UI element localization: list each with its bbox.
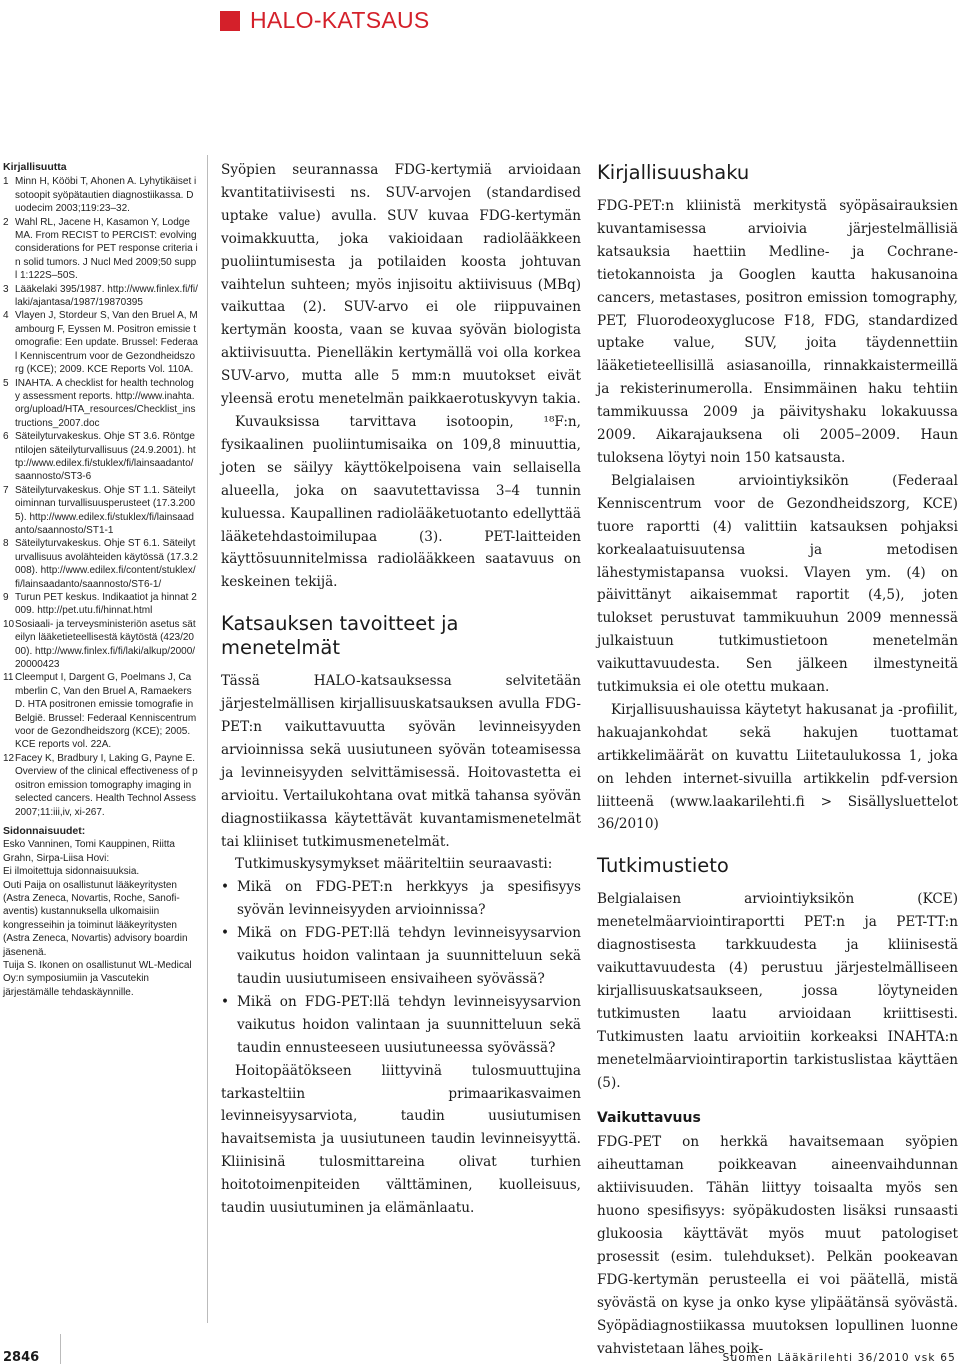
paragraph: FDG-PET on herkkä havaitsemaan syöpien aiheuttaman poikkeavan aineenvaihdunnan aktiivisuuden. Tähän liittyy toisaalta myös sen huono spesifisyys: syöpäkudosten lisäksi runsaasti glukoosia käyttävät myös muut patologiset prosessit (esim. tulehdukset). Pelkän pookeavan FDG-kertymän perusteella ei voi päätellä, mistä syövästä on kyse ja onko kyse ylipäätänsä syövästä. Syöpädiagnostiikassa muutoksen lopullinen luonne vahvistetaan lähes poik- <box>597 1134 958 1357</box>
reference-text: Säteilyturvakeskus. Ohje ST 3.6. Röntgentilojen säteilyturvallisuus (24.9.2001). http://www.edilex.fi/stuklex/fi/lainsaadanto/saannosto/ST3-6 <box>15 431 196 483</box>
subsection-heading: Vaikuttavuus <box>597 1109 701 1126</box>
article-column-right <box>597 159 958 1361</box>
disclosure-line: Outi Paija on osallistunut lääkeyritysten (Astra Zeneca, Novartis, Roche, Sanofi-aventis) kustannuksella ulkomaisiin kongresseihin ja toiminut lääkeyritysten (Astra Zeneca, Novartis) advisory boardin jäsenenä. <box>3 879 188 958</box>
reference-number: 6 <box>3 431 9 443</box>
reference-number: 12 <box>3 752 15 764</box>
footer-divider <box>60 1334 61 1364</box>
paragraph: Kirjallisuushauissa käytetyt hakusanat ja -profiilit, hakuajankohdat sekä hakujen tuottamat artikkelimäärät on kuvattu Liitetaulukossa 1, joka on lehden internet-sivuilla artikkelin pdf-version liitteenä (www.laakarilehti.fi > Sisällysluettelot 36/2010) <box>597 701 958 833</box>
page-number: 2846 <box>3 1350 40 1365</box>
reference-text: Facey K, Bradbury I, Laking G, Payne E. Overview of the clinical effectiveness of positron emission tomography imaging in selected cancers. Health Technol Assess 2007;11:iii,iv, xi-267. <box>15 752 198 818</box>
section-heading: Tutkimustieto <box>597 854 729 878</box>
reference-item <box>3 591 198 618</box>
list-item: • Mikä on FDG-PET:llä tehdyn levinneisyysarvion vaikutus hoidon valintaan ja suunnitteluun sekä taudin ennusteeseen uusiutuneessa syövässä? <box>221 991 581 1060</box>
disclosure-line: Tuija S. Ikonen on osallistunut WL-Medical Oy:n symposiumiin ja Vascutekin järjestämälle tehdaskäynnille. <box>3 959 192 998</box>
section-header <box>220 7 430 34</box>
reference-text: Wahl RL, Jacene H, Kasamon Y, Lodge MA. From RECIST to PERCIST: evolving considerations for PET response criteria in solid tumors. J Nucl Med 2009;50 suppl 1:122S–50S. <box>15 216 198 282</box>
paragraph: Belgialaisen arviointiyksikön (Federaal Kenniscentrum voor de Gezondheidszorg, KCE) tuore raportti (4) valittiin katsauksen pohjaksi korkealaatuisuutensa ja metodisen lähestymistapansa vuoksi. Vlayen ym. (4) on päivittänyt aikaisemmat raportit (4,5), joten tulokset perustuvat tammikuuhun 2009 mennessä julkaistuun tutkimustietoon menetelmän vaikuttavuudesta. Sen jälkeen ilmestyneitä tutkimuksia ei ole otettu mukaan. <box>597 472 958 696</box>
reference-text: Säteilyturvakeskus. Ohje ST 6.1. Säteilyturvallisuus avolähteiden käytössä (17.3.2008). http://www.edilex.fi/content/stuklex/fi/lainsaadanto/saannosto/ST6-1/ <box>15 538 198 590</box>
disclosure-line: Ei ilmoitettuja sidonnaisuuksia. <box>3 866 140 878</box>
paragraph: Tässä HALO-katsauksessa selvitetään järjestelmällisen kirjallisuuskatsauksen avulla FDG-PET:n vaikuttavuutta syövän levinneisyyden arvioinnissa sekä uusiutuneen syövän toteamisessa ja levinneisyyden selvittämisessä. Hoitovastetta ei arvioitu. Vertailukohtana ovat mitkä tahansa syövän diagnostiikassa käytettävät kuvantamismenetelmät tai kliiniset tutkimusmenetelmät. <box>221 673 581 850</box>
paragraph: Tutkimuskysymykset määriteltiin seuraavasti: <box>235 856 553 873</box>
list-item: • Mikä on FDG-PET:llä tehdyn levinneisyysarvion vaikutus hoidon valintaan ja suunnitteluun sekä taudin uusiutumiseen ensivaiheen syövässä? <box>221 922 581 991</box>
reference-text: Minn H, Kööbi T, Ahonen A. Lyhytikäiset isotoopit syöpätautien diagnostiikassa. Duodecim 2003;119:23–32. <box>15 176 197 215</box>
references-list <box>3 175 198 819</box>
list-item: • Mikä on FDG-PET:n herkkyys ja spesifisyys syövän levinneisyyden arvioinnissa? <box>221 876 581 922</box>
section-title: HALO-KATSAUS <box>250 7 430 33</box>
reference-item <box>3 752 198 819</box>
reference-item <box>3 309 198 376</box>
reference-text: Turun PET keskus. Indikaatiot ja hinnat 2009. http://pet.utu.fi/hinnat.html <box>15 592 197 617</box>
section-heading: Kirjallisuushaku <box>597 161 750 184</box>
paragraph: Belgialaisen arviointiyksikön (KCE) menetelmäarviointiraportti PET:n ja PET-TT:n diagnostisesta tarkkuudesta ja kliinisestä vaikuttavuudesta (4) perustuu järjestelmälliseen kirjallisuuskatsaukseen, jossa löytyneiden tutkimusten laatu arvioidaan kriittisesti. Tutkimusten laatu arvioitiin korkeaksi INAHTA:n menetelmäarviointiraportin tarkistuslistaa käyttäen (5). <box>597 891 958 1091</box>
reference-text: Cleemput I, Dargent G, Poelmans J, Camberlin C, Van den Bruel A, Ramaekers D. HTA positronen emissie tomografie in België. Brussel: Federaal Kenniscentrum voor de Gezondheidszorg (KCE); 2005. KCE reports vol. 22A. <box>15 672 197 751</box>
reference-item <box>3 430 198 484</box>
article-column-middle <box>221 159 581 1220</box>
reference-number: 1 <box>3 176 9 188</box>
reference-text: Lääkelaki 395/1987. http://www.finlex.fi/fi/laki/ajantasa/1987/19870395 <box>15 283 198 309</box>
reference-item <box>3 537 198 591</box>
reference-number: 7 <box>3 484 9 496</box>
references-column <box>3 161 198 999</box>
references-title: Kirjallisuutta <box>3 161 67 173</box>
research-questions-list <box>221 876 581 1059</box>
reference-number: 10 <box>3 618 15 630</box>
paragraph: Kuvauksissa tarvittava isotoopin, ¹⁸F:n, fysikaalinen puoliintumisaika on 109,8 minuuttia, joten se säilyy käyttökelpoisena vain sellaisella alueella, joka on saavutettavissa 3–4 tunnin kuluessa. Kaupallinen radiolääketuotanto edellyttää lääketehdastoimilupaa (3). PET-laitteiden käyttösuunnitelmissa radiolääkkeen saatavuus on keskeinen tekijä. <box>221 413 581 591</box>
column-divider <box>207 155 208 1323</box>
reference-item <box>3 377 198 431</box>
reference-text: INAHTA. A checklist for health technology assessment reports. http://www.inahta.org/upload/HTA_resources/Checklist_instructions_2007.doc <box>15 377 196 429</box>
disclosures-list <box>3 838 198 999</box>
reference-number: 3 <box>3 283 9 295</box>
reference-number: 11 <box>3 672 14 684</box>
paragraph: FDG-PET:n kliinistä merkitystä syöpäsairauksien kuvantamisessa arvioivia järjestelmällisiä katsauksia haettiin Medline- ja Cochrane-tietokannoista ja Googlen kautta hakusanoina cancers, metastases, positron emission tomography, PET, Fluorodeoxyglucose F18, FDG, standardized uptake value, SUV, joita täydennettiin lääketieteellisillä asiasanoilla, rinnakkaistermeillä ja rekisterinumerolla. Ensimmäinen haku tehtiin tammikuussa 2009 ja päivityshaku lokakuussa 2009. Aikarajauksena oli 2005–2009. Haun tuloksena löytyi noin 150 katsausta. <box>597 198 958 466</box>
reference-number: 4 <box>3 310 9 322</box>
reference-text: Säteilyturvakeskus. Ohje ST 1.1. Säteilytoiminnan turvallisuusperusteet (17.3.2005). http://www.edilex.fi/stuklex/fi/lainsaadanto/saannosto/ST1-1 <box>15 484 196 536</box>
journal-footer: Suomen Lääkärilehti 36/2010 vsk 65 <box>722 1352 956 1364</box>
reference-text: Vlayen J, Stordeur S, Van den Bruel A, Mambourg F, Eyssen M. Positron emissie tomografie: Een update. Brussel: Federaal Kenniscentrum voor de Gezondheidszorg (KCE); 2009. KCE Reports Vol. 110A. <box>15 310 198 376</box>
paragraph: Hoitopäätökseen liittyvinä tulosmuuttujina tarkasteltiin primaarikasvaimen levinneisyysarviota, taudin uusiutumisen havaitsemista ja uusiutuneen taudin levinneisyyttä. Kliinisinä tulosmittareina olivat turhien hoitotoimenpiteiden välttäminen, kuolleisuus, taudin uusiutuminen ja elämänlaatu. <box>221 1062 581 1217</box>
reference-item <box>3 216 198 283</box>
reference-number: 9 <box>3 592 9 603</box>
reference-number: 5 <box>3 377 9 389</box>
disclosure-line: Esko Vanninen, Tomi Kauppinen, Riitta Grahn, Sirpa-Liisa Hovi: <box>3 839 175 864</box>
reference-number: 8 <box>3 538 9 550</box>
reference-item <box>3 484 198 538</box>
reference-item <box>3 618 198 672</box>
reference-item <box>3 175 198 215</box>
reference-item <box>3 283 198 310</box>
disclosures-title: Sidonnaisuudet: <box>3 824 86 837</box>
section-marker-square <box>220 11 240 31</box>
paragraph: Syöpien seurannassa FDG-kertymiä arvioidaan kvantitatiivisesti ns. SUV-arvojen (standardised uptake value) avulla. SUV kuvaa FDG-kertymän voimakkuutta, joka vakioidaan radiolääkkeen puoliintumisesta ja potilaiden koosta johtuvan vaihtelun suhteen; myös injisoitu aktiivisuus (MBq) vaikuttaa (2). SUV-arvo ei ole riippuvainen kertymän koosta, vaan se kuvaa syövän biologista aktiivisuutta. Pienelläkin kertymällä voi olla korkea SUV-arvo, mutta alle 5 mm:n muutokset eivät yleensä erotu menetelmän paikkaerotuskyvyn takia. <box>221 162 581 408</box>
reference-item <box>3 671 198 751</box>
section-heading: Katsauksen tavoitteet ja menetelmät <box>221 612 459 660</box>
reference-number: 2 <box>3 216 9 228</box>
reference-text: Sosiaali- ja terveysministeriön asetus säteilyn lääketieteellisestä käytöstä (423/2000). http://www.finlex.fi/fi/laki/alkup/2000/20000423 <box>15 618 196 671</box>
